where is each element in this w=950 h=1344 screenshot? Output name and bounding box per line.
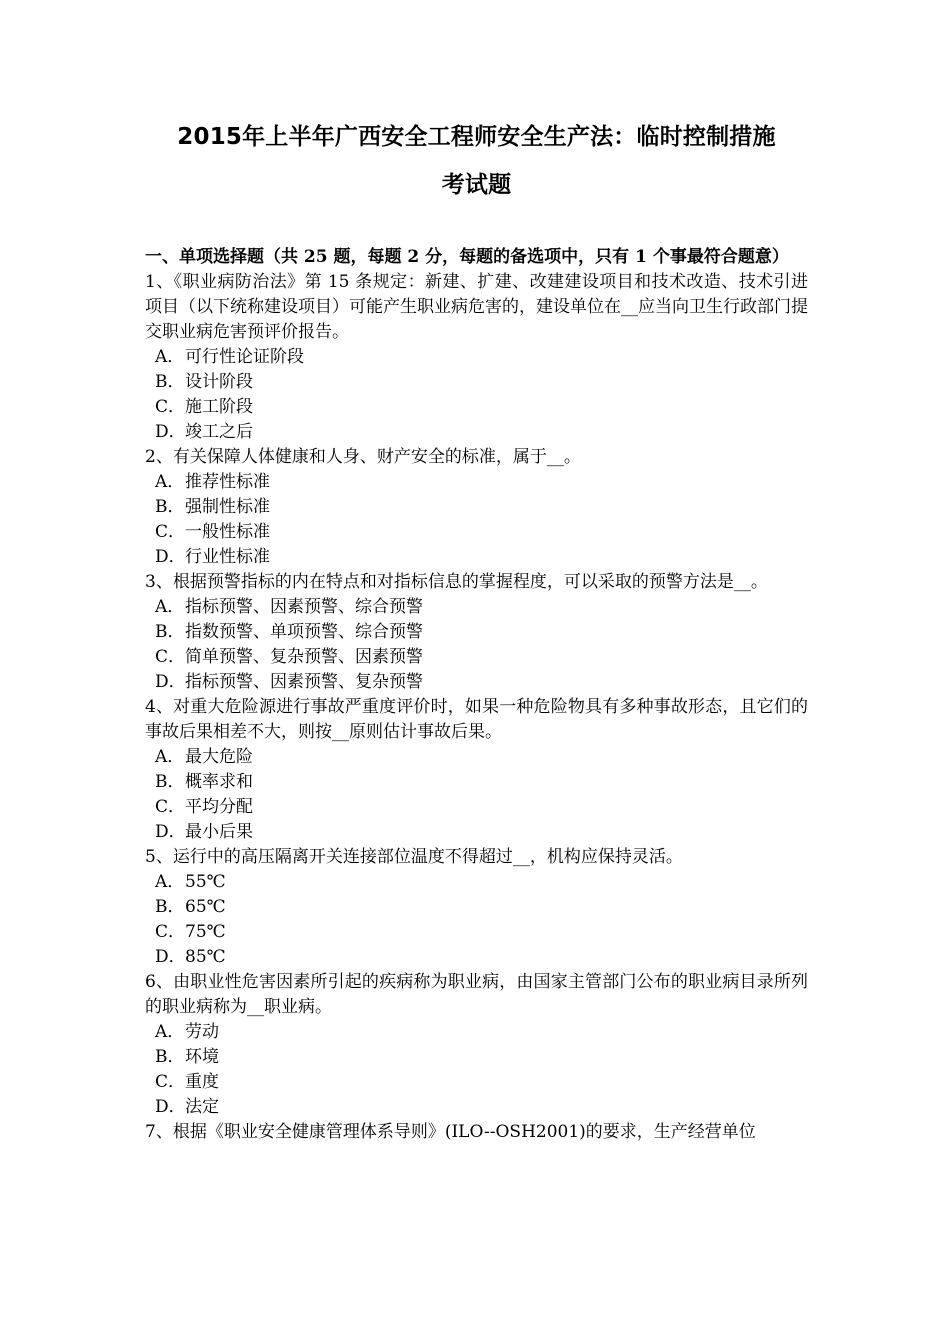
option-text: 65℃ — [185, 897, 226, 917]
option-letter: B． — [155, 372, 185, 392]
answer-option — [145, 1020, 808, 1045]
question-item — [145, 570, 808, 695]
option-text: 概率求和 — [185, 772, 253, 792]
option-letter: C． — [155, 797, 186, 817]
option-letter: A． — [155, 597, 185, 617]
option-letter: A． — [155, 472, 185, 492]
question-stem: 5、运行中的高压隔离开关连接部位温度不得超过__，机构应保持灵活。 — [145, 847, 683, 867]
document-page — [145, 0, 808, 1145]
option-text: 施工阶段 — [185, 397, 253, 417]
answer-option — [145, 745, 808, 770]
question-stem: 3、根据预警指标的内在特点和对指标信息的掌握程度，可以采取的预警方法是__。 — [145, 572, 768, 592]
question-item — [145, 270, 808, 445]
option-letter: C． — [155, 522, 186, 542]
option-letter: B． — [155, 497, 185, 517]
answer-option — [145, 820, 808, 845]
option-letter: D． — [155, 422, 186, 442]
option-letter: A． — [155, 1022, 185, 1042]
option-text: 指数预警、单项预警、综合预警 — [185, 622, 423, 642]
answer-option — [145, 495, 808, 520]
option-text: 85℃ — [185, 947, 226, 967]
answer-option — [145, 1095, 808, 1120]
option-text: 环境 — [185, 1047, 219, 1067]
option-text: 法定 — [185, 1097, 219, 1117]
answer-option — [145, 770, 808, 795]
title-line-2: 考试题 — [441, 172, 512, 198]
answer-option — [145, 420, 808, 445]
question-item — [145, 1120, 808, 1145]
question-item — [145, 845, 808, 970]
option-letter: C． — [155, 397, 186, 417]
question-stem: 1、《职业病防治法》第 15 条规定：新建、扩建、改建建设项目和技术改造、技术引进项目（以下统称建设项目）可能产生职业病危害的，建设单位在__应当向卫生行政部门提交职业病危害预评价报告。 — [145, 272, 808, 342]
section-heading: 一、单项选择题（共 25 题，每题 2 分，每题的备选项中，只有 1 个事最符合题意） — [145, 247, 789, 267]
answer-option — [145, 1070, 808, 1095]
answer-option — [145, 595, 808, 620]
option-text: 简单预警、复杂预警、因素预警 — [185, 647, 423, 667]
option-text: 推荐性标准 — [185, 472, 270, 492]
option-letter: A． — [155, 747, 185, 767]
question-stem: 7、根据《职业安全健康管理体系导则》(ILO--OSH2001)的要求，生产经营单位 — [145, 1122, 756, 1142]
option-letter: C． — [155, 922, 186, 942]
question-item — [145, 970, 808, 1120]
option-text: 最大危险 — [185, 747, 253, 767]
option-letter: C． — [155, 647, 186, 667]
answer-option — [145, 895, 808, 920]
option-text: 竣工之后 — [185, 422, 253, 442]
option-text: 重度 — [185, 1072, 219, 1092]
title-line-1: 2015年上半年广西安全工程师安全生产法：临时控制措施 — [177, 124, 776, 150]
answer-option — [145, 395, 808, 420]
option-text: 最小后果 — [185, 822, 253, 842]
answer-option — [145, 945, 808, 970]
option-letter: D． — [155, 1097, 186, 1117]
option-letter: B． — [155, 622, 185, 642]
option-text: 55℃ — [185, 872, 226, 892]
document-title — [145, 0, 808, 209]
answer-option — [145, 670, 808, 695]
answer-option — [145, 1045, 808, 1070]
answer-option — [145, 520, 808, 545]
answer-option — [145, 645, 808, 670]
answer-option — [145, 370, 808, 395]
answer-option — [145, 620, 808, 645]
option-letter: D． — [155, 822, 186, 842]
option-letter: C． — [155, 1072, 186, 1092]
option-letter: A． — [155, 872, 185, 892]
option-text: 行业性标准 — [185, 547, 270, 567]
answer-option — [145, 870, 808, 895]
option-text: 强制性标准 — [185, 497, 270, 517]
answer-option — [145, 545, 808, 570]
question-stem: 4、对重大危险源进行事故严重度评价时，如果一种危险物具有多种事故形态，且它们的事故后果相差不大，则按__原则估计事故后果。 — [145, 697, 808, 742]
answer-option — [145, 470, 808, 495]
answer-option — [145, 345, 808, 370]
question-stem: 2、有关保障人体健康和人身、财产安全的标准，属于__。 — [145, 447, 581, 467]
option-text: 平均分配 — [185, 797, 253, 817]
option-text: 劳动 — [185, 1022, 219, 1042]
option-letter: B． — [155, 772, 185, 792]
option-letter: B． — [155, 1047, 185, 1067]
option-letter: A． — [155, 347, 185, 367]
question-stem: 6、由职业性危害因素所引起的疾病称为职业病，由国家主管部门公布的职业病目录所列的职业病称为__职业病。 — [145, 972, 808, 1017]
option-letter: D． — [155, 547, 186, 567]
option-text: 指标预警、因素预警、复杂预警 — [185, 672, 423, 692]
answer-option — [145, 920, 808, 945]
option-text: 设计阶段 — [185, 372, 253, 392]
option-letter: D． — [155, 947, 186, 967]
question-list — [145, 270, 808, 1145]
option-text: 可行性论证阶段 — [185, 347, 304, 367]
option-text: 指标预警、因素预警、综合预警 — [185, 597, 423, 617]
question-item — [145, 445, 808, 570]
question-item — [145, 695, 808, 845]
answer-option — [145, 795, 808, 820]
option-text: 75℃ — [185, 922, 226, 942]
option-letter: B． — [155, 897, 185, 917]
option-text: 一般性标准 — [185, 522, 270, 542]
option-letter: D． — [155, 672, 186, 692]
